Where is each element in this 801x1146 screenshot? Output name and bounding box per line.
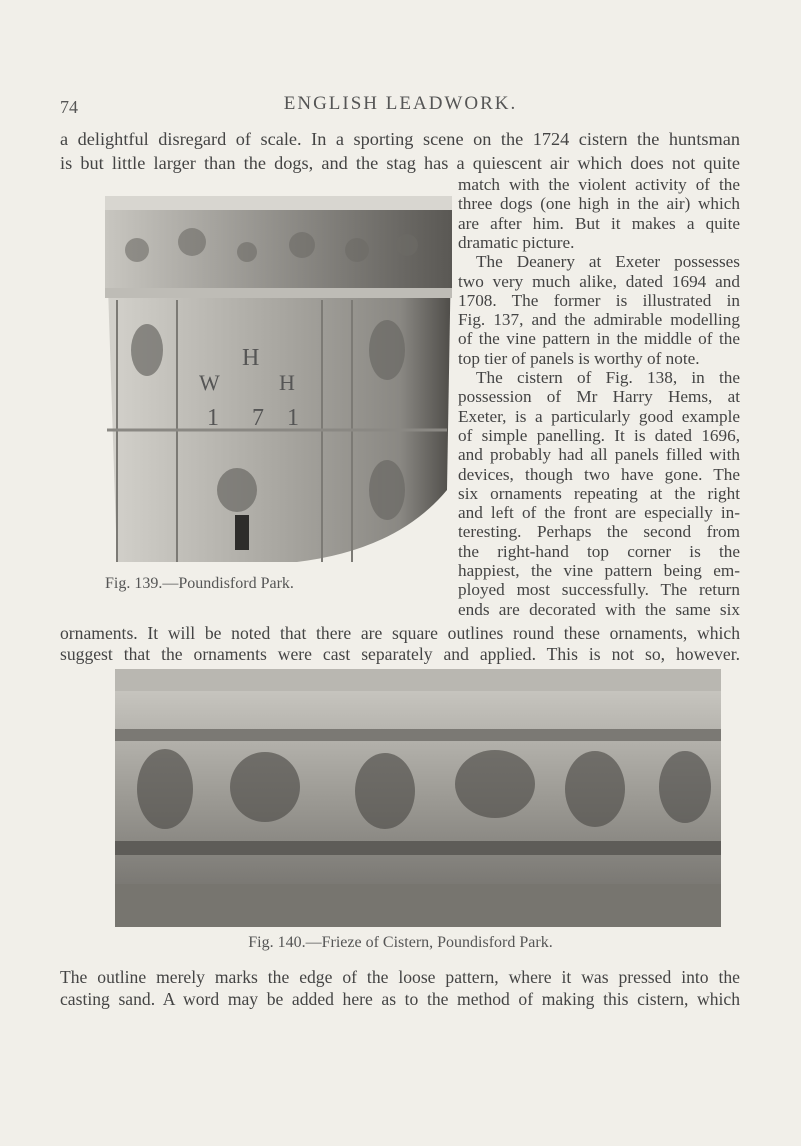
- panel-mark: W: [199, 370, 220, 395]
- column-line: Fig. 137, and the admirable modelling: [458, 310, 740, 330]
- column-line: ployed most successfully. The return: [458, 580, 740, 600]
- figure-140-caption: Fig. 140.—Frieze of Cistern, Poundisford Park.: [248, 934, 553, 951]
- panel-mark: 7: [252, 405, 264, 431]
- panel-mark: 1: [207, 405, 219, 431]
- column-line: teresting. Perhaps the second from: [458, 522, 740, 542]
- column-line: top tier of panels is worthy of note.: [458, 348, 700, 368]
- column-line: The Deanery at Exeter possesses: [476, 252, 740, 272]
- column-line: and probably had all panels filled with: [458, 445, 740, 465]
- svg-text:H: [242, 345, 259, 371]
- svg-text:1: [207, 405, 219, 431]
- column-line: three dogs (one high in the air) which: [458, 194, 740, 214]
- body-line: The outline merely marks the edge of the loose pattern, where it was pressed into the: [60, 967, 740, 987]
- column-line: devices, though two have gone. The: [458, 464, 740, 484]
- column-line: 1708. The former is illustrated in: [458, 290, 740, 310]
- column-line: match with the violent activity of the: [458, 175, 740, 194]
- svg-text:7: [252, 405, 264, 431]
- body-line: a delightful disregard of scale. In a sporting scene on the 1724 cistern the huntsman: [60, 129, 740, 149]
- column-line: Exeter, is a particularly good example: [458, 406, 740, 426]
- figure-140-frieze-photo: [115, 669, 721, 927]
- column-line: are after him. But it makes a quite: [458, 213, 740, 233]
- column-line: two very much alike, dated 1694 and: [458, 271, 740, 291]
- column-line: of simple panelling. It is dated 1696,: [458, 425, 740, 445]
- running-title: ENGLISH LEADWORK.: [283, 93, 518, 114]
- column-line: The cistern of Fig. 138, in the: [476, 368, 740, 387]
- panel-mark: 1: [287, 405, 299, 431]
- column-line: ends are decorated with the same six: [458, 599, 740, 619]
- body-line: is but little larger than the dogs, and the stag has a quiescent air which does not quite: [60, 153, 740, 173]
- column-line: possession of Mr Harry Hems, at: [458, 387, 740, 407]
- column-line: the right-hand top corner is the: [458, 541, 740, 561]
- panel-mark: H: [242, 345, 260, 371]
- svg-text:1: [287, 405, 299, 431]
- tap-spout: [235, 515, 249, 550]
- column-line: dramatic picture.: [458, 232, 575, 252]
- body-line: casting sand. A word may be added here as to the method of making this cistern, which: [60, 989, 740, 1009]
- column-line: of the vine pattern in the middle of the: [458, 329, 740, 349]
- svg-text:H: [279, 370, 295, 395]
- figure-139-caption: Fig. 139.—Poundisford Park.: [105, 575, 294, 592]
- body-line: ornaments. It will be noted that there are square outlines round these ornaments, which: [60, 623, 740, 643]
- svg-text:W: [199, 370, 220, 395]
- body-line: suggest that the ornaments were cast separately and applied. This is not so, however.: [60, 644, 740, 664]
- column-line: and left of the front are especially in-: [458, 503, 740, 523]
- column-line: happiest, the vine pattern being em-: [458, 561, 740, 580]
- figure-139-cistern-photo: [97, 190, 457, 570]
- page-number: 74: [60, 97, 78, 117]
- column-line: six ornaments repeating at the right: [458, 483, 740, 503]
- panel-mark: H: [279, 370, 295, 395]
